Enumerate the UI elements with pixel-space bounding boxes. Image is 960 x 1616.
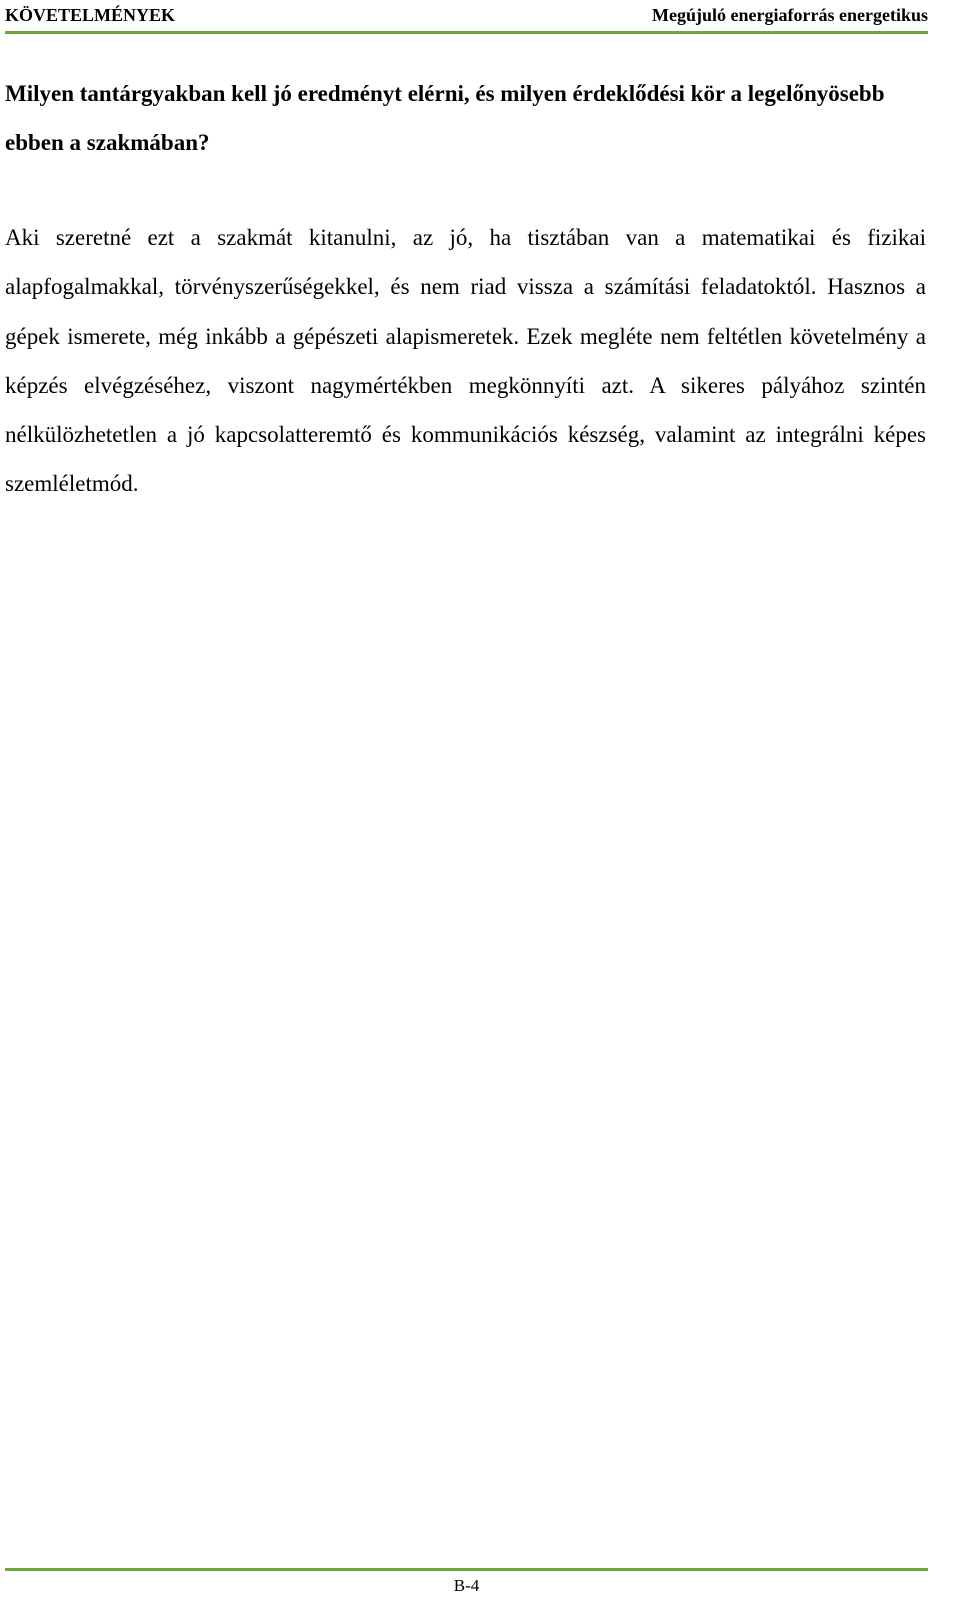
page-number: B-4 <box>453 1576 480 1595</box>
question-heading: Milyen tantárgyakban kell jó eredményt elérni, és milyen érdeklődési kör a legelőnyösebb ebben a szakmában? <box>5 81 885 155</box>
body-paragraph: Aki szeretné ezt a szakmát kitanulni, az jó, ha tisztában van a matematikai és fizikai alapfogalmakkal, törvényszerűségekkel, és nem riad vissza a számítási feladatoktól. Hasznos a gépek ismerete, még inkább a gépészeti alapismeretek. Ezek megléte nem feltétlen követelmény a képzés elvégzéséhez, viszont nagymértékben megkönnyíti azt. A sikeres pályához szintén nélkülözhetetlen a jó kapcsolatteremtő és kommunikációs készség, valamint az integrálni képes szemléletmód. <box>5 225 926 497</box>
header-divider <box>5 31 928 34</box>
page-header <box>5 0 928 34</box>
header-section-title: KÖVETELMÉNYEK <box>5 5 176 25</box>
page-footer <box>5 1568 928 1598</box>
footer-divider <box>5 1568 928 1571</box>
header-document-title: Megújuló energiaforrás energetikus <box>652 5 928 25</box>
